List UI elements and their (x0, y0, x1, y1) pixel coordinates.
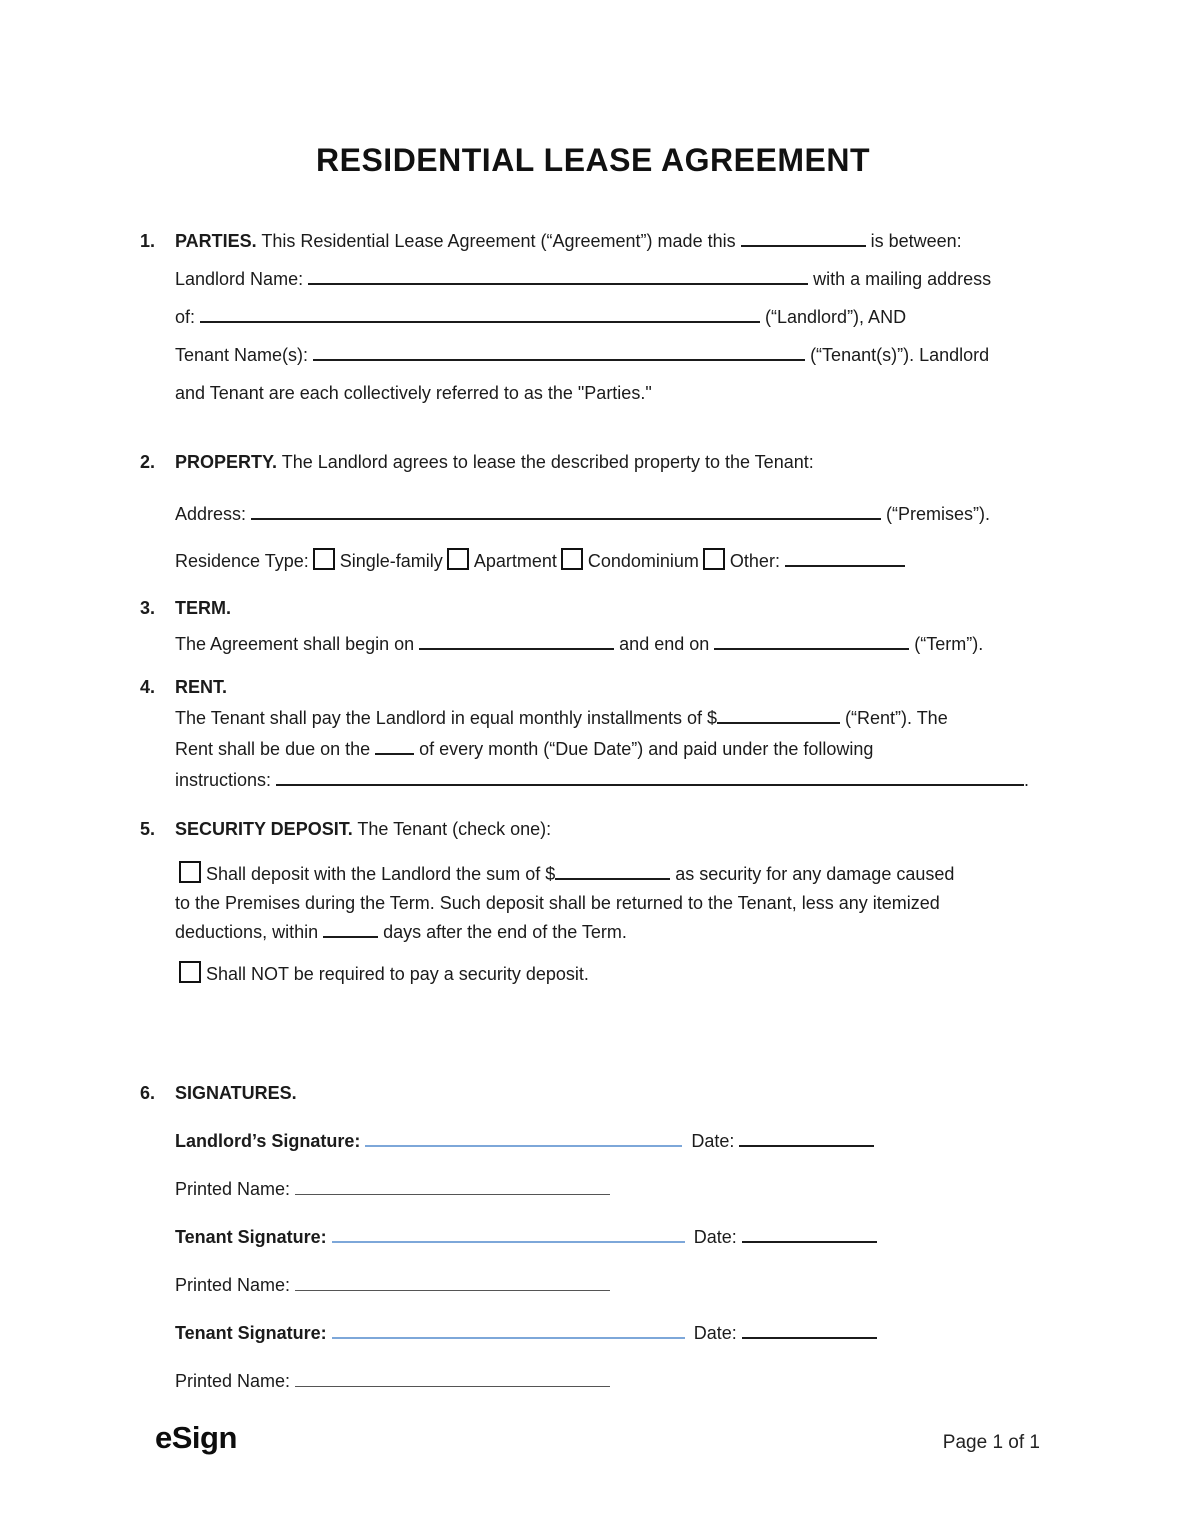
text: days after the end of the Term. (378, 922, 627, 942)
text: The Landlord agrees to lease the described property to the Tenant: (277, 452, 814, 472)
text: (“Term”). (909, 634, 984, 654)
blank-tenant-names[interactable] (313, 345, 805, 361)
page-title: RESIDENTIAL LEASE AGREEMENT (316, 142, 870, 178)
text: The Tenant shall pay the Landlord in equal monthly installments of $ (175, 708, 718, 728)
signature-field-tenant-signature-2[interactable] (332, 1323, 685, 1339)
signature-field-landlord-signature[interactable] (365, 1131, 682, 1147)
text: Tenant Name(s): (175, 345, 314, 365)
text: Apartment (473, 551, 557, 571)
text: of: (175, 307, 201, 327)
section-2 (140, 443, 1056, 580)
bold-text: RENT. (175, 677, 228, 697)
blank-tenant-printed-name-1[interactable] (295, 1276, 610, 1291)
text: Printed Name: (175, 1371, 296, 1391)
blank-payment-instructions[interactable] (276, 770, 1024, 786)
text: instructions: (175, 770, 277, 790)
bold-text: Tenant Signature: (175, 1227, 332, 1247)
text: Other: (729, 551, 785, 571)
text: as security for any damage caused (670, 864, 955, 884)
text: to the Premises during the Term. Such deposit shall be returned to the Tenant, less any itemized (175, 893, 940, 913)
section-number: 1. (140, 231, 156, 251)
text: Printed Name: (175, 1179, 296, 1199)
text: deductions, within (175, 922, 324, 942)
text: . (1024, 770, 1030, 790)
checkbox-single-family[interactable] (313, 548, 335, 570)
text: Single-family (339, 551, 443, 571)
checkbox-condominium[interactable] (561, 548, 583, 570)
section-6 (140, 1078, 1056, 1396)
text: Date: (686, 1131, 740, 1151)
blank-deposit-return-days[interactable] (323, 922, 378, 938)
text: and end on (614, 634, 715, 654)
section-number: 3. (140, 598, 156, 618)
checkbox-shall-deposit[interactable] (179, 861, 201, 883)
blank-landlord-printed-name[interactable] (295, 1180, 610, 1195)
blank-rent-due-day[interactable] (375, 739, 414, 755)
esign-logo: eSign (155, 1420, 237, 1455)
blank-premises-address[interactable] (251, 504, 881, 520)
text: is between: (865, 231, 962, 251)
text: Rent shall be due on the (175, 739, 376, 759)
text: The Agreement shall begin on (175, 634, 420, 654)
blank-deposit-amount[interactable] (555, 864, 670, 880)
section-5 (140, 815, 1056, 989)
section-1 (140, 222, 1056, 412)
section-number: 4. (140, 677, 156, 697)
blank-tenant-sign-date-2[interactable] (742, 1323, 877, 1339)
text: Date: (688, 1227, 742, 1247)
text: with a mailing address (808, 269, 992, 289)
page-footer (155, 1420, 1040, 1456)
blank-date-made[interactable] (741, 231, 866, 247)
blank-term-start-date[interactable] (419, 634, 614, 650)
blank-term-end-date[interactable] (714, 634, 909, 650)
signature-field-tenant-signature-1[interactable] (332, 1227, 685, 1243)
page-indicator: Page 1 of 1 (942, 1432, 1040, 1453)
text: and Tenant are each collectively referred to as the "Parties." (175, 383, 652, 403)
text: This Residential Lease Agreement (“Agreement”) made this (256, 231, 741, 251)
blank-residence-other[interactable] (785, 551, 905, 567)
bold-text: SIGNATURES. (175, 1083, 297, 1103)
text: The Tenant (check one): (352, 819, 552, 839)
text: Shall deposit with the Landlord the sum of $ (206, 864, 556, 884)
sections (140, 222, 1056, 1396)
text: (“Rent”). The (840, 708, 948, 728)
text: (“Tenant(s)”). Landlord (805, 345, 990, 365)
section-number: 5. (140, 819, 156, 839)
text: Residence Type: (175, 551, 309, 571)
bold-text: PROPERTY. (175, 452, 278, 472)
blank-landlord-sign-date[interactable] (739, 1131, 874, 1147)
bold-text: SECURITY DEPOSIT. (175, 819, 353, 839)
text: (“Landlord”), AND (760, 307, 907, 327)
text: Printed Name: (175, 1275, 296, 1295)
section-number: 6. (140, 1083, 156, 1103)
bold-text: PARTIES. (175, 231, 257, 251)
section-3 (140, 590, 1056, 662)
bold-text: Tenant Signature: (175, 1323, 332, 1343)
blank-landlord-address[interactable] (200, 307, 760, 323)
text: Landlord Name: (175, 269, 309, 289)
text: Condominium (587, 551, 699, 571)
blank-tenant-sign-date-1[interactable] (742, 1227, 877, 1243)
section-4 (140, 672, 1056, 796)
checkbox-apartment[interactable] (447, 548, 469, 570)
bold-text: TERM. (175, 598, 231, 618)
checkbox-no-deposit[interactable] (179, 961, 201, 983)
text: (“Premises”). (881, 504, 991, 524)
text: of every month (“Due Date”) and paid under the following (414, 739, 874, 759)
blank-tenant-printed-name-2[interactable] (295, 1372, 610, 1387)
text: Shall NOT be required to pay a security deposit. (206, 964, 589, 984)
bold-text: Landlord’s Signature: (175, 1131, 366, 1151)
checkbox-other[interactable] (703, 548, 725, 570)
section-number: 2. (140, 452, 156, 472)
blank-landlord-name[interactable] (308, 269, 808, 285)
blank-rent-amount[interactable] (717, 708, 840, 724)
text: Address: (175, 504, 252, 524)
text: Date: (688, 1323, 742, 1343)
